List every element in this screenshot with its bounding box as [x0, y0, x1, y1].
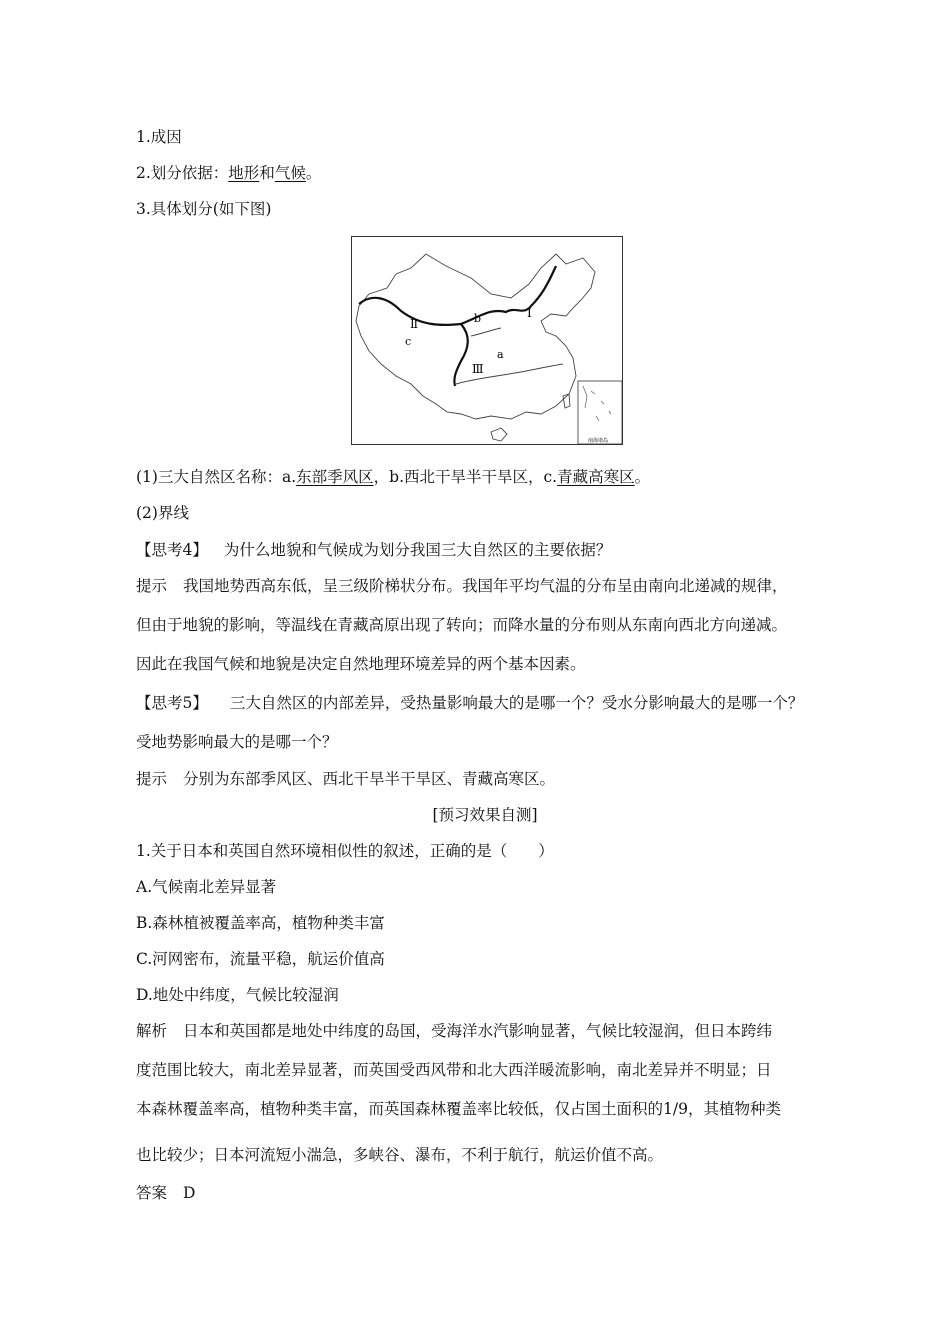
label-region-1: Ⅰ [527, 306, 532, 320]
item2-prefix: 2.划分依据： [136, 164, 229, 182]
label-region-2: Ⅱ [410, 317, 419, 331]
analysis-line-2: 度范围比较大，南北差异显著，而英国受西风带和北大西洋暖流影响，南北差异并不明显；日 [136, 1061, 772, 1079]
think5-tag: 【思考5】 [136, 694, 208, 712]
label-a: a [497, 348, 504, 361]
analysis-line-3: 本森林覆盖率高，植物种类丰富，而英国森林覆盖率比较低，仅占国土面积的1/9，其植物种类 [136, 1100, 781, 1118]
regions-end: 。 [634, 468, 651, 486]
map-svg [351, 236, 623, 445]
think5-question-text: 三大自然区的内部差异，受热量影响最大的是哪一个？受水分影响最大的是哪一个？ [229, 694, 804, 712]
climate-term: 气候 [274, 164, 306, 182]
think4-hint-3: 因此在我国气候和地貌是决定自然地理环境差异的两个基本因素。 [136, 655, 586, 673]
option-c: C.河网密布，流量平稳，航运价值高 [136, 950, 385, 968]
think5-question-1 [136, 692, 803, 714]
think4-question [136, 539, 611, 561]
answer-value: D [183, 1184, 196, 1202]
item2-and: 和 [259, 164, 275, 182]
inset-caption: 南海诸岛 [588, 438, 609, 444]
think4-hint-2: 但由于地貌的影响，等温线在青藏高原出现了转向；而降水量的分布则从东南向西北方向递减。 [136, 616, 788, 634]
analysis-text-1: 日本和英国都是地处中纬度的岛国，受海洋水汽影响显著，气候比较湿润，但日本跨纬 [183, 1022, 773, 1040]
think4-hint-1 [136, 575, 788, 597]
think4-question-text: 为什么地貌和气候成为划分我国三大自然区的主要依据？ [223, 541, 612, 559]
option-b: B.森林植被覆盖率高，植物种类丰富 [136, 914, 385, 932]
option-d: D.地处中纬度，气候比较湿润 [136, 986, 339, 1004]
boundary-heading: (2)界线 [136, 504, 189, 522]
think5-question-2: 受地势影响最大的是哪一个？ [136, 733, 338, 751]
think5-hint-text: 分别为东部季风区、西北干旱半干旱区、青藏高寒区。 [183, 770, 556, 788]
regions-names [136, 466, 650, 488]
answer-line [136, 1182, 195, 1204]
think5-hint [136, 768, 555, 790]
label-c: c [405, 335, 412, 348]
tibet-cold-term: 青藏高寒区 [557, 468, 635, 486]
label-b: b [474, 312, 482, 325]
regions-mid: ，b.西北干旱半干旱区，c. [373, 468, 558, 486]
analysis-line-1 [136, 1020, 772, 1042]
regions-prefix: (1)三大自然区名称：a. [136, 468, 297, 486]
hint-label: 提示 [136, 770, 168, 788]
think4-tag: 【思考4】 [136, 541, 208, 559]
outline-item-3: 3.具体划分(如下图) [136, 200, 272, 218]
option-a: A.气候南北差异显著 [136, 878, 277, 896]
self-test-heading: [预习效果自测] [432, 806, 538, 824]
think4-hint-text-1: 我国地势西高东低，呈三级阶梯状分布。我国年平均气温的分布呈由南向北递减的规律， [183, 577, 788, 595]
outline-item-2 [136, 162, 321, 184]
item2-end: 。 [305, 164, 322, 182]
analysis-line-4: 也比较少；日本河流短小湍急，多峡谷、瀑布，不利于航行，航运价值不高。 [136, 1146, 664, 1164]
label-region-3: Ⅲ [472, 362, 484, 376]
east-monsoon-term: 东部季风区 [296, 468, 374, 486]
terrain-term: 地形 [228, 164, 260, 182]
answer-label: 答案 [136, 1184, 168, 1202]
outline-item-1: 1.成因 [136, 128, 182, 146]
test-question: 1.关于日本和英国自然环境相似性的叙述，正确的是（ ） [136, 842, 554, 860]
china-regions-map [351, 236, 623, 445]
analysis-label: 解析 [136, 1022, 168, 1040]
hint-label: 提示 [136, 577, 168, 595]
